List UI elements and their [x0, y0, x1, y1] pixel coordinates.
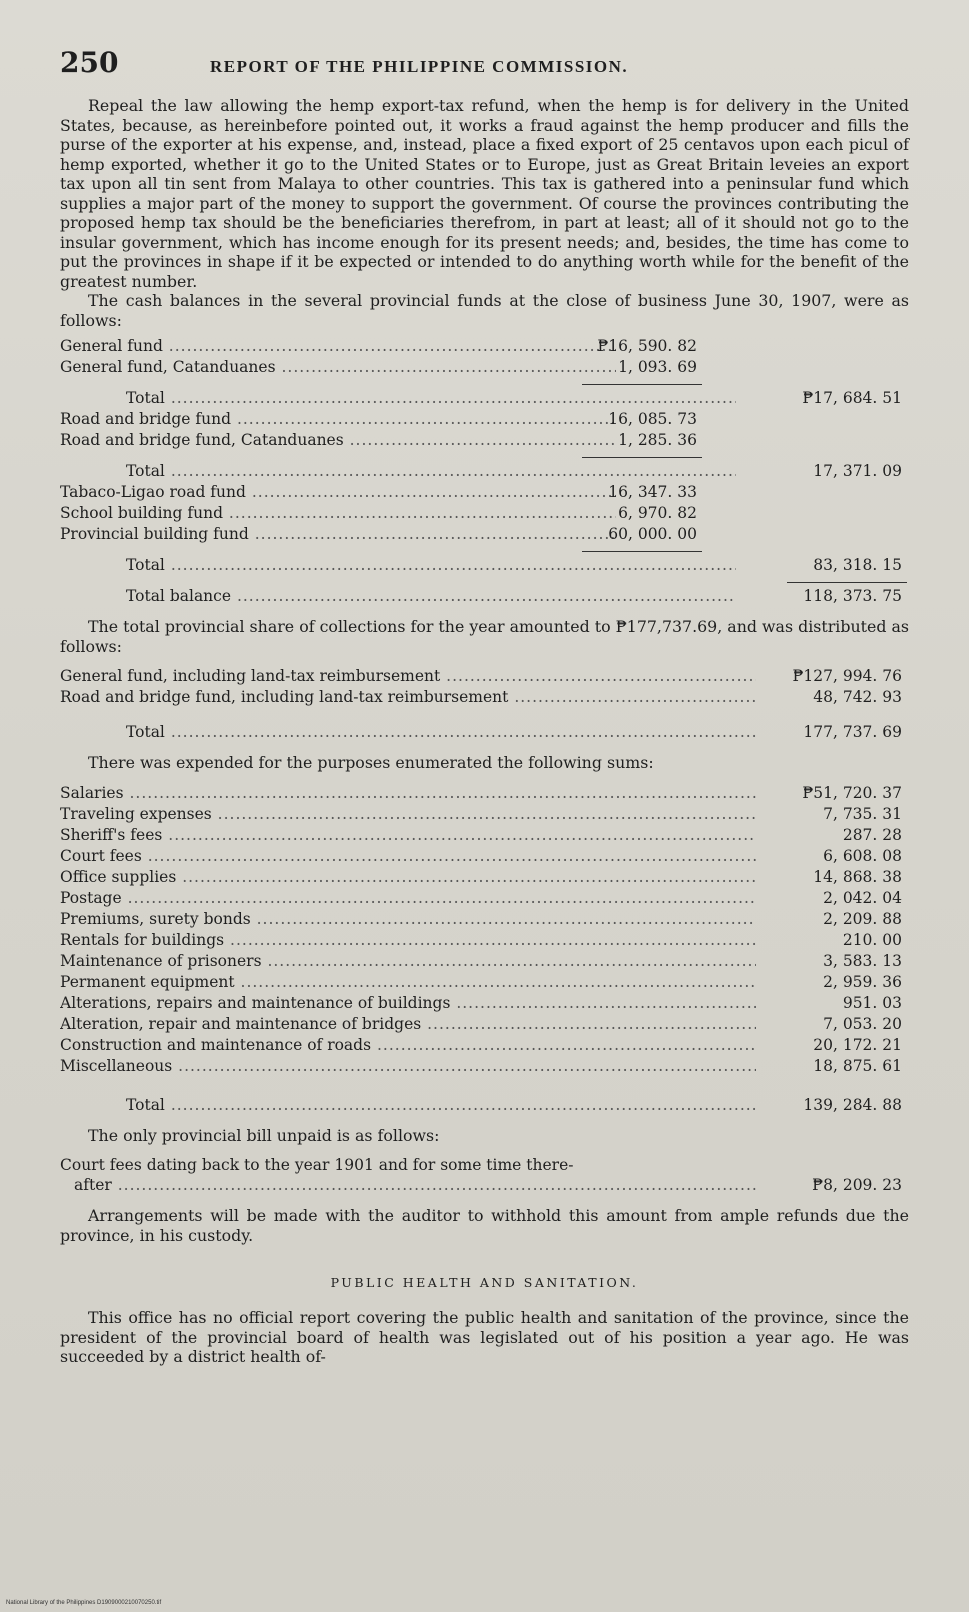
row-label: Office supplies ..... — [60, 867, 756, 888]
rule-spacer — [60, 708, 909, 722]
sum-rule — [582, 457, 702, 458]
ledger-row — [60, 1095, 909, 1116]
row-amount: 6, 970. 82 — [618, 504, 697, 522]
section-heading: PUBLIC HEALTH AND SANITATION. — [330, 1275, 639, 1290]
row-amount: 16, 085. 73 — [608, 410, 697, 428]
row-total: 139, 284. 88 — [803, 1095, 902, 1114]
ledger-row — [60, 1014, 909, 1035]
row-amount: 6, 608. 08 — [823, 846, 902, 865]
paragraph-unpaid-bill: The only provincial bill unpaid is as follows: — [88, 1125, 440, 1145]
ledger-row — [60, 783, 909, 804]
row-label: Alterations, repairs and maintenance of buildings ..... — [60, 993, 756, 1014]
sum-rule — [582, 551, 702, 552]
ledger-row — [60, 1155, 909, 1175]
row-total: 177, 737. 69 — [803, 723, 902, 741]
paragraph-public-health: This office has no official report covering the public health and sanitation of the province, since the president of the provincial board of health was legislated out of his position a year ago. He was succeeded by a district health of- — [60, 1308, 909, 1366]
ledger-row — [60, 430, 909, 451]
rule-spacer — [60, 576, 909, 586]
cash-balances-ledger — [60, 336, 909, 607]
paragraph-expenditures: There was expended for the purposes enumerated the following sums: — [88, 753, 654, 772]
row-label: Total ..... — [60, 722, 756, 743]
ledger-row — [60, 993, 909, 1014]
row-label: Miscellaneous ..... — [60, 1056, 756, 1077]
row-label: Tabaco-Ligao road fund ..... — [60, 482, 616, 503]
row-total: 83, 318. 15 — [813, 556, 902, 574]
row-amount: ₱51, 720. 37 — [802, 783, 902, 802]
row-label: Traveling expenses ..... — [60, 804, 756, 825]
row-label: General fund ..... — [60, 336, 616, 357]
row-amount: 7, 053. 20 — [823, 1014, 902, 1033]
rule-spacer — [60, 451, 909, 461]
unpaid-ledger — [60, 1155, 909, 1196]
ledger-row — [60, 804, 909, 825]
row-label-line: after ..... — [60, 1175, 756, 1196]
row-label: Premiums, surety bonds ..... — [60, 909, 756, 930]
row-total: 118, 373. 75 — [803, 587, 902, 605]
row-amount: 18, 875. 61 — [813, 1056, 902, 1075]
row-label: School building fund ..... — [60, 503, 616, 524]
ledger-row — [60, 388, 909, 409]
ledger-row — [60, 503, 909, 524]
row-amount: 287. 28 — [842, 825, 902, 844]
ledger-row — [60, 722, 909, 743]
row-label: Total ..... — [60, 1095, 756, 1116]
rule-spacer — [60, 1077, 909, 1095]
ledger-row — [60, 930, 909, 951]
ledger-row — [60, 482, 909, 503]
page-header — [60, 46, 909, 86]
row-amount: 2, 209. 88 — [823, 909, 902, 928]
sum-rule — [787, 582, 907, 583]
row-total: ₱17, 684. 51 — [802, 389, 902, 407]
paragraph-hemp-tax: Repeal the law allowing the hemp export-tax refund, when the hemp is for delivery in the United States, because, as hereinbefore pointed out, it works a fraud against the hemp producer and fills the purse of the exporter at his expense, and, instead, place a fixed export of 25 centavos upon each picul of hemp exported, whether it go to the United States or to Europe, just as Great Britain leveies an export tax upon all tin sent from Malaya to other countries. This tax is gathered into a peninsular fund which supplies a major part of the money to support the government. Of course the provinces contributing the proposed hemp tax should be the beneficiaries therefrom, in part at least; all of it should not go to the insular government, which has income enough for its present needs; and, besides, the time has come to put the provinces in shape if it be expected or intended to do anything worth while for the benefit of the greatest number. — [60, 96, 909, 291]
rule-spacer — [60, 545, 909, 555]
rule-spacer — [60, 378, 909, 388]
row-amount: 1, 285. 36 — [618, 431, 697, 449]
sum-rule — [582, 384, 702, 385]
ledger-row — [60, 1056, 909, 1077]
ledger-row — [60, 951, 909, 972]
ledger-row — [60, 555, 909, 576]
ledger-row — [60, 666, 909, 687]
scan-footer: National Library of the Philippines D1909000210070250.tif — [6, 1600, 162, 1606]
ledger-row — [60, 336, 909, 357]
row-label: Sheriff's fees ..... — [60, 825, 756, 846]
page-number: 250 — [60, 46, 119, 79]
ledger-row — [60, 524, 909, 545]
row-label: Salaries ..... — [60, 783, 756, 804]
row-label: Provincial building fund ..... — [60, 524, 616, 545]
row-label: Road and bridge fund ..... — [60, 409, 616, 430]
ledger-row — [60, 1175, 909, 1196]
row-label: Road and bridge fund, including land-tax reimbursement ..... — [60, 687, 756, 708]
row-amount: 2, 042. 04 — [823, 888, 902, 907]
row-total: 17, 371. 09 — [813, 462, 902, 480]
row-label: Maintenance of prisoners ..... — [60, 951, 756, 972]
ledger-row — [60, 846, 909, 867]
row-amount: 951. 03 — [842, 993, 902, 1012]
ledger-row — [60, 867, 909, 888]
ledger-row — [60, 461, 909, 482]
row-label: Alteration, repair and maintenance of bridges ..... — [60, 1014, 756, 1035]
row-label: Construction and maintenance of roads ..... — [60, 1035, 756, 1056]
row-label: Rentals for buildings ..... — [60, 930, 756, 951]
row-amount: ₱16, 590. 82 — [597, 337, 697, 355]
row-amount: ₱8, 209. 23 — [812, 1176, 902, 1194]
row-label: Court fees ..... — [60, 846, 756, 867]
distribution-ledger — [60, 666, 909, 743]
row-label: Total balance ..... — [60, 586, 736, 607]
ledger-row — [60, 972, 909, 993]
row-amount: 210. 00 — [842, 930, 902, 949]
row-label: Permanent equipment ..... — [60, 972, 756, 993]
row-amount: 3, 583. 13 — [823, 951, 902, 970]
ledger-row — [60, 909, 909, 930]
row-label: Postage ..... — [60, 888, 756, 909]
ledger-row — [60, 687, 909, 708]
row-amount: 1, 093. 69 — [618, 358, 697, 376]
row-amount: 48, 742. 93 — [813, 688, 902, 706]
ledger-row — [60, 357, 909, 378]
row-amount: 16, 347. 33 — [608, 483, 697, 501]
row-amount: 20, 172. 21 — [813, 1035, 902, 1054]
row-amount: 7, 735. 31 — [823, 804, 902, 823]
row-amount: 14, 868. 38 — [813, 867, 902, 886]
row-label: General fund, including land-tax reimbursement ..... — [60, 666, 756, 687]
row-amount: ₱127, 994. 76 — [792, 667, 902, 685]
row-label: Total ..... — [60, 388, 736, 409]
row-label: General fund, Catanduanes ..... — [60, 357, 616, 378]
paragraph-cash-balances: The cash balances in the several provincial funds at the close of business June 30, 1907, were as follows: — [60, 291, 909, 330]
paragraph-arrangements: Arrangements will be made with the auditor to withhold this amount from ample refunds due the province, in his custody. — [60, 1206, 909, 1245]
row-label-line: Court fees dating back to the year 1901 and for some time there- — [60, 1156, 574, 1174]
running-head: REPORT OF THE PHILIPPINE COMMISSION. — [210, 57, 629, 76]
row-label: Total ..... — [60, 461, 736, 482]
ledger-row — [60, 888, 909, 909]
ledger-row — [60, 409, 909, 430]
row-amount: 2, 959. 36 — [823, 972, 902, 991]
row-amount: 60, 000. 00 — [608, 525, 697, 543]
row-label: Total ..... — [60, 555, 736, 576]
row-label: Road and bridge fund, Catanduanes ..... — [60, 430, 616, 451]
ledger-row — [60, 825, 909, 846]
paragraph-provincial-share: The total provincial share of collections for the year amounted to ₱177,737.69, and was distributed as follows: — [60, 617, 909, 656]
expenditures-ledger — [60, 783, 909, 1116]
ledger-row — [60, 1035, 909, 1056]
ledger-row — [60, 586, 909, 607]
